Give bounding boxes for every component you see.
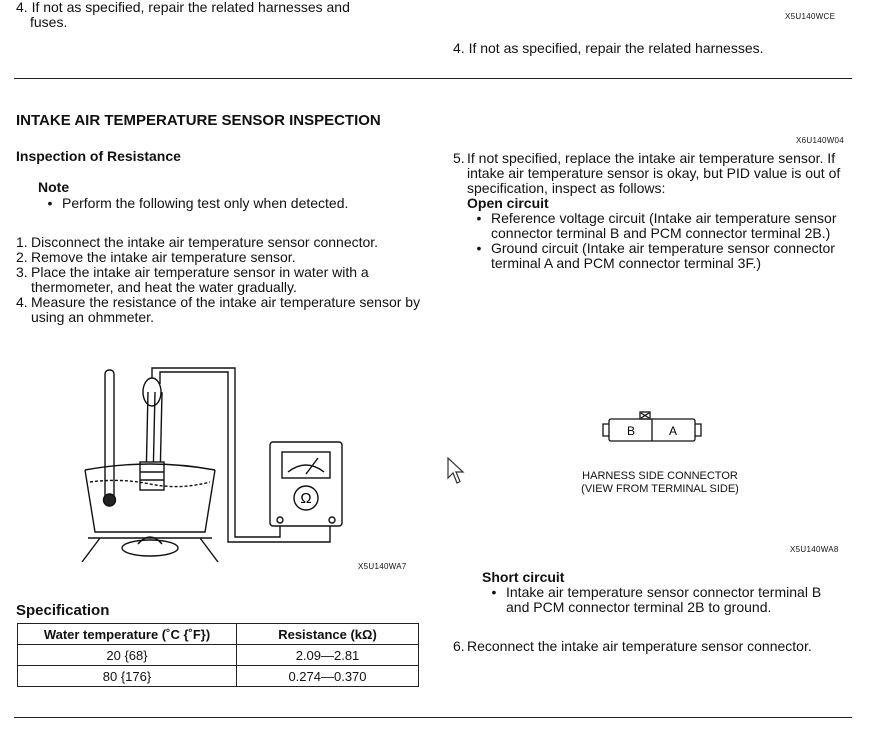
step-number: 4.	[16, 294, 28, 310]
note-bullet-text: Perform the following test only when detected.	[62, 195, 349, 211]
table-row	[18, 645, 419, 666]
open-circuit-label: Open circuit	[467, 195, 549, 211]
ohmmeter-icon	[270, 442, 342, 526]
top-right-code: X5U140WCE	[785, 12, 836, 21]
table-cell: 80 {176}	[18, 666, 237, 687]
step-5-text: If not specified, replace the intake air temperature sensor. If intake air temperature sensor is okay, but PID value is out of specification, inspect as follows:	[467, 150, 841, 196]
list-item	[467, 241, 843, 271]
divider-top	[14, 78, 852, 79]
short-circuit-label: Short circuit	[482, 569, 565, 585]
connector-caption	[540, 470, 780, 496]
spec-table	[17, 623, 419, 687]
note-bullet	[38, 196, 458, 211]
list-item	[16, 295, 426, 325]
list-item	[16, 265, 426, 295]
step-number: 3.	[16, 264, 28, 280]
top-left-item-text: 4. If not as specified, repair the related harnesses and fuses.	[16, 0, 350, 30]
note-label: Note	[38, 179, 70, 195]
connector-code: X5U140WA8	[790, 545, 839, 554]
spec-title: Specification	[16, 602, 110, 619]
section-subtitle: Inspection of Resistance	[16, 148, 181, 164]
open-bullet-text: Ground circuit (Intake air temperature sensor connector terminal A and PCM connector terminal 3F.)	[491, 240, 835, 271]
right-code-top: X6U140W04	[796, 136, 845, 145]
divider-bottom	[14, 717, 852, 718]
step-text: Remove the intake air temperature sensor.	[31, 249, 296, 265]
burner-icon	[122, 540, 178, 556]
list-item	[16, 250, 426, 265]
bullet-dot-icon: •	[47, 195, 53, 211]
table-cell: 0.274—0.370	[237, 666, 419, 687]
step-6	[453, 639, 843, 654]
table-cell: 20 {68}	[18, 645, 237, 666]
steps-list	[16, 235, 426, 325]
harness-connector-diagram	[595, 408, 715, 448]
step-number: 1.	[16, 234, 28, 250]
connector-terminal-b: B	[626, 424, 636, 438]
top-left-item	[16, 0, 360, 30]
table-row	[18, 624, 419, 645]
bullet-dot-icon: •	[476, 240, 482, 256]
top-right-item: 4. If not as specified, repair the related harnesses.	[453, 40, 764, 56]
short-bullet-text: Intake air temperature sensor connector terminal B and PCM connector terminal 2B to ground.	[506, 584, 822, 615]
connector-terminal-a: A	[668, 424, 678, 438]
figure-code: X5U140WA7	[358, 562, 407, 571]
table-row	[18, 666, 419, 687]
connector-caption-line-2: (VIEW FROM TERMINAL SIDE)	[581, 483, 739, 495]
section-title: INTAKE AIR TEMPERATURE SENSOR INSPECTION	[16, 112, 381, 129]
open-bullet-text: Reference voltage circuit (Intake air temperature sensor connector terminal B and PCM connector terminal 2B.)	[491, 210, 837, 241]
step-text: Disconnect the intake air temperature sensor connector.	[31, 234, 379, 250]
step-5	[453, 151, 843, 271]
step-number: 2.	[16, 249, 28, 265]
ohm-symbol: Ω	[300, 490, 312, 507]
step-number: 6.	[453, 638, 465, 654]
table-cell: 2.09—2.81	[237, 645, 419, 666]
column-header: Water temperature (˚C {˚F})	[18, 624, 237, 645]
bullet-dot-icon: •	[476, 210, 482, 226]
step-text: Measure the resistance of the intake air temperature sensor by using an ohmmeter.	[31, 294, 421, 325]
list-item	[467, 211, 843, 241]
step-text: Place the intake air temperature sensor in water with a thermometer, and heat the water gradually.	[31, 264, 369, 295]
connector-caption-line-1: HARNESS SIDE CONNECTOR	[582, 470, 738, 482]
mouse-pointer-icon	[447, 457, 465, 485]
bullet-dot-icon: •	[491, 584, 497, 600]
list-item	[16, 235, 426, 250]
column-header: Resistance (kΩ)	[237, 624, 419, 645]
short-bullet	[482, 585, 842, 615]
step-6-text: Reconnect the intake air temperature sensor connector.	[467, 638, 812, 654]
resistance-test-illustration	[60, 362, 360, 562]
step-number: 5.	[453, 150, 465, 166]
